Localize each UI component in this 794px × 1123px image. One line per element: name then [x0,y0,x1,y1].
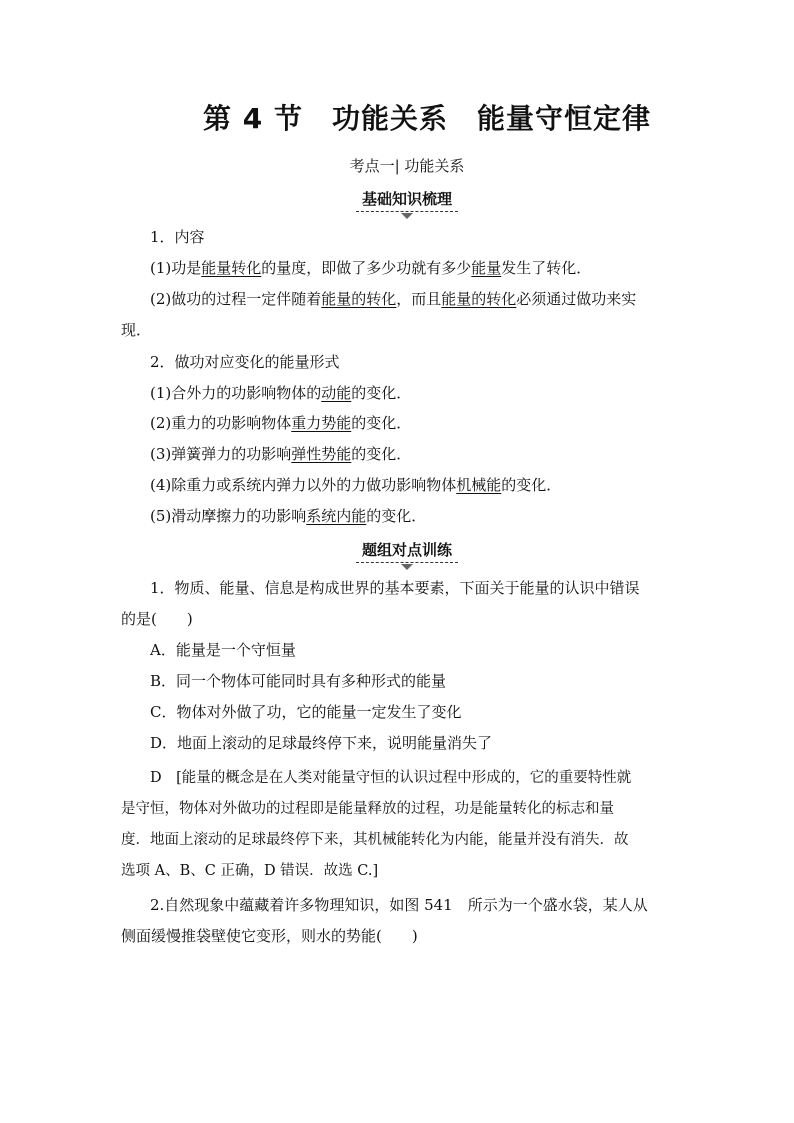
question-stem: 1．物质、能量、信息是构成世界的基本要素，下面关于能量的认识中错误 [150,579,640,597]
list-item: (4)除重力或系统内弹力以外的力做功影响物体机械能的变化． [150,476,562,494]
banner-label: 基础知识梳理 [356,188,458,212]
answer-explanation-line: 是守恒，物体对外做功的过程即是能量释放的过程，功是能量转化的标志和量 [121,801,614,817]
list-item: (2)重力的功影响物体重力势能的变化． [150,414,412,432]
banner-arrow-icon [401,564,413,570]
answer-explanation-line: 选项 A、B、C 正确，D 错误．故选 C.] [121,863,379,879]
list-item: (1)合外力的功影响物体的动能的变化． [150,384,412,402]
paragraph: (1)功是能量转化的量度，即做了多少功就有多少能量发生了转化． [150,259,592,277]
paragraph-continuation: 现． [121,321,152,339]
paragraph: (2)做功的过程一定伴随着能量的转化，而且能量的转化必须通过做功来实 [150,290,637,308]
item-heading: 1．内容 [150,228,205,246]
banner-arrow-icon [401,213,413,219]
answer-explanation-line: 度．地面上滚动的足球最终停下来，其机械能转化为内能，能量并没有消失．故 [121,832,629,848]
section-banner-basic-knowledge [0,188,794,219]
question-stem: 2.自然现象中蕴藏着许多物理知识，如图 541 所示为一个盛水袋，某人从 [150,896,648,914]
option-b: B．同一个物体可能同时具有多种形式的能量 [150,672,447,690]
list-item: (3)弹簧弹力的功影响弹性势能的变化． [150,445,412,463]
banner-label: 题组对点训练 [356,539,458,563]
section-banner-practice [0,539,794,570]
question-stem-continuation: 的是( ) [121,610,193,628]
question-stem-continuation: 侧面缓慢推袋壁使它变形，则水的势能( ) [121,927,418,945]
list-item: (5)滑动摩擦力的功影响系统内能的变化． [150,507,427,525]
item-heading: 2．做功对应变化的能量形式 [150,353,340,371]
section-heading: 考点一| 功能关系 [349,157,465,175]
option-c: C．物体对外做了功，它的能量一定发生了变化 [150,703,462,721]
answer-explanation-line: D [能量的概念是在人类对能量守恒的认识过程中形成的，它的重要特性就 [150,770,632,786]
page-title: 第 4 节 功能关系 能量守恒定律 [203,102,651,135]
option-d: D．地面上滚动的足球最终停下来，说明能量消失了 [150,734,493,752]
option-a: A．能量是一个守恒量 [150,641,296,659]
